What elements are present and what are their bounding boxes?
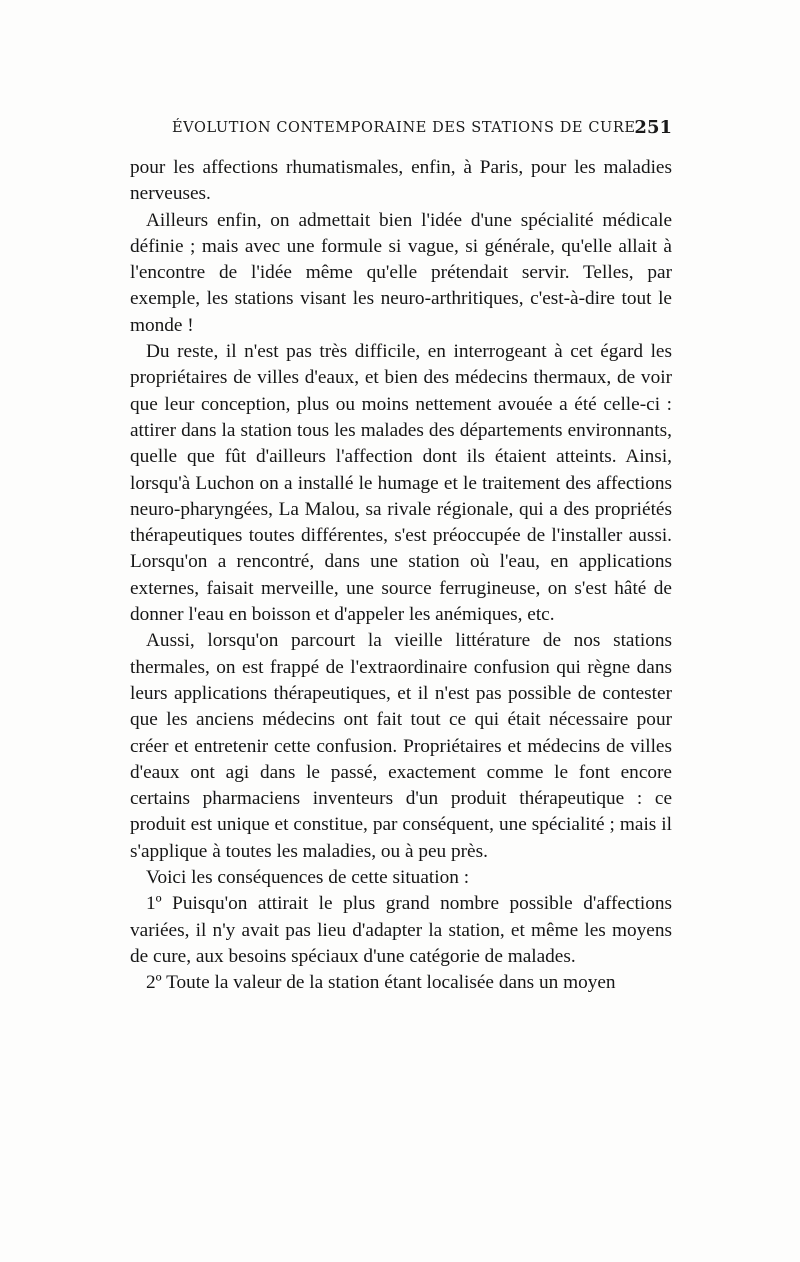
numbered-paragraph: 1º Puisqu'on attirait le plus grand nombre possible d'affections variées, il n'y avait pas lieu d'adapter la station, et même les moyens de cure, aux besoins spéciaux d'une catégorie de malades. xyxy=(130,893,672,967)
paragraph: pour les affections rhumatismales, enfin, à Paris, pour les maladies nerveuses. xyxy=(130,157,672,205)
numbered-paragraph: 2º Toute la valeur de la station étant localisée dans un moyen xyxy=(146,972,616,994)
paragraph: Voici les conséquences de cette situation : xyxy=(146,867,470,889)
body-text xyxy=(130,155,672,997)
paragraph: Ailleurs enfin, on admettait bien l'idée d'une spécialité médicale définie ; mais avec une formule si vague, si générale, qu'elle allait à l'encontre de l'idée même qu'elle prétendait servir. Telles, par exemple, les stations visant les neuro-arthritiques, c'est-à-dire tout le monde ! xyxy=(130,209,672,336)
page-number: 251 xyxy=(634,117,672,138)
running-title: ÉVOLUTION CONTEMPORAINE DES STATIONS DE CURE xyxy=(172,120,636,136)
paragraph: Du reste, il n'est pas très difficile, en interrogeant à cet égard les propriétaires de villes d'eaux, et bien des médecins thermaux, de voir que leur conception, plus ou moins nettement avouée a été celle-ci : attirer dans la station tous les malades des départements environnants, quelle que fût d'ailleurs l'affection dont ils étaient atteints. Ainsi, lorsqu'à Luchon on a installé le humage et le traitement des affections neuro-pharyngées, La Malou, sa rivale régionale, qui a des propriétés thérapeutiques toutes différentes, s'est préoccupée de l'installer aussi. Lorsqu'on a rencontré, dans une station où l'eau, en applications externes, faisait merveille, une source ferrugineuse, on s'est hâté de donner l'eau en boisson et d'appeler les anémiques, etc. xyxy=(130,341,672,626)
paragraph: Aussi, lorsqu'on parcourt la vieille littérature de nos stations thermales, on est frappé de l'extraordinaire confusion qui règne dans leurs applications thérapeutiques, et il n'est pas possible de contester que les anciens médecins ont fait tout ce qui était nécessaire pour créer et entretenir cette confusion. Propriétaires et médecins de villes d'eaux ont agi dans le passé, exactement comme le font encore certains pharmaciens inventeurs d'un produit thérapeutique : ce produit est unique et constitue, par conséquent, une spécialité ; mais il s'applique à toutes les maladies, ou à peu près. xyxy=(130,630,672,862)
running-head xyxy=(130,117,672,143)
